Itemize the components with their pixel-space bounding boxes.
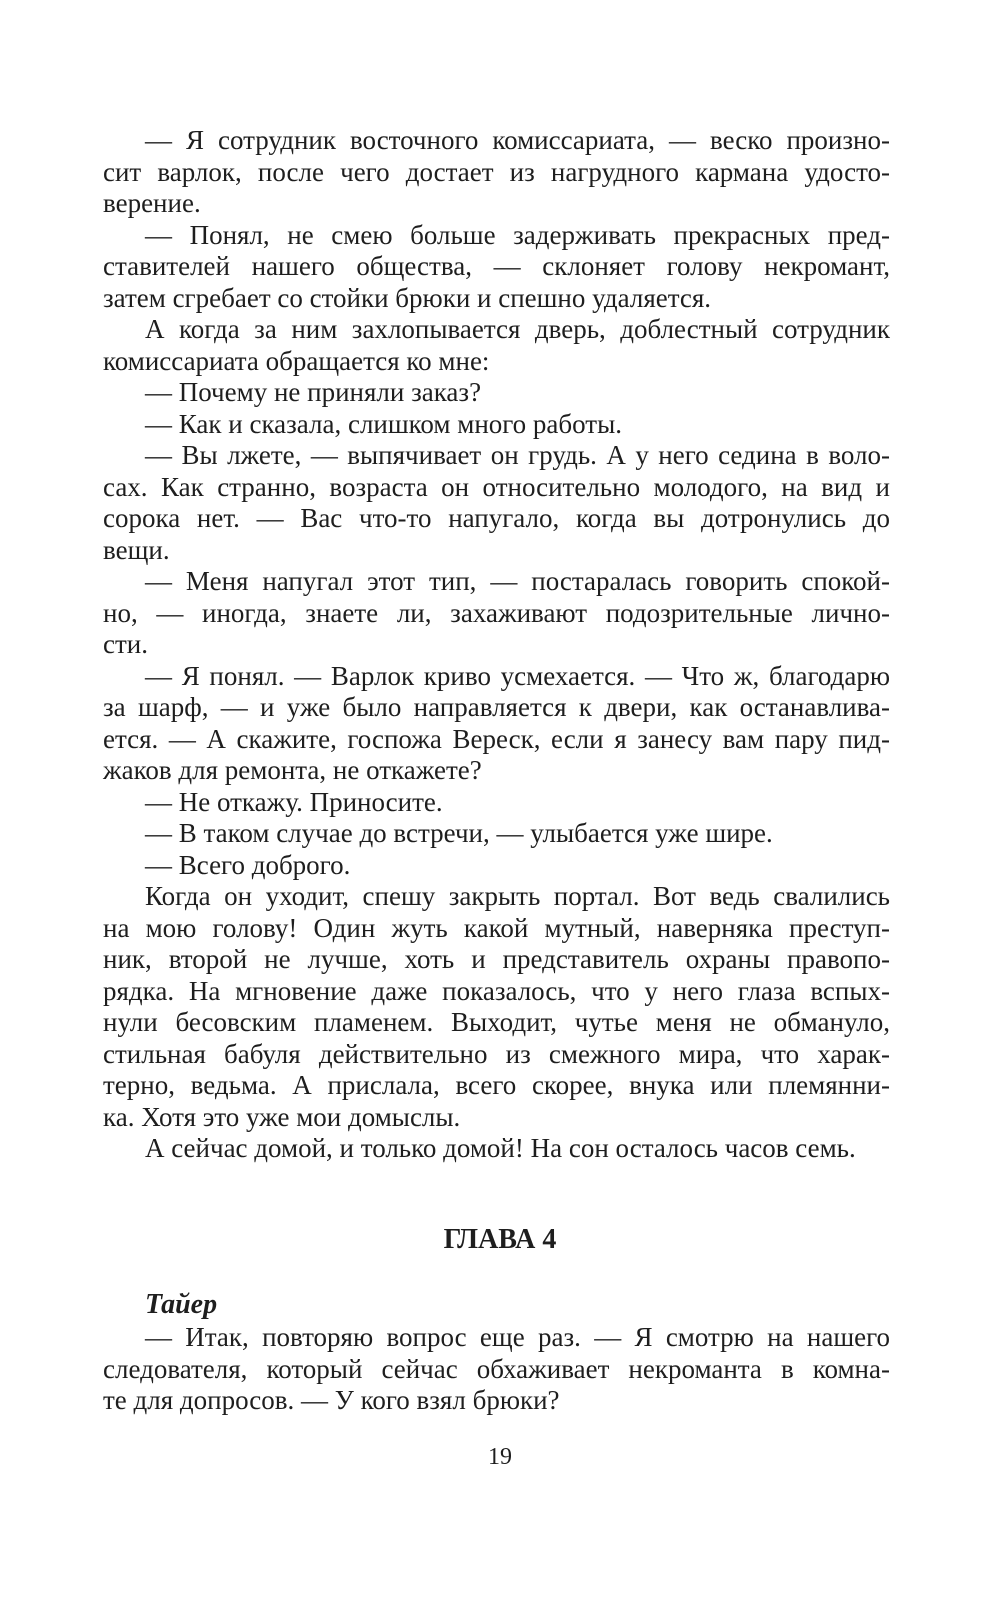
text-line: сорока нет. — Вас что-то напугало, когда вы дотронулись до [103,503,890,533]
text-line: А когда за ним захлопывается дверь, доблестный сотрудник [145,314,890,344]
text-line: затем сгребает со стойки брюки и спешно удаляется. [103,282,712,313]
text-line: рядка. На мгновение даже показалось, что у него глаза вспых- [103,975,890,1006]
text-line: ка. Хотя это уже мои домыслы. [103,1101,461,1132]
pov-character-name: Тайер [145,1289,218,1320]
page-number: 19 [488,1444,512,1470]
text-line: на мою голову! Один жуть какой мутный, наверняка преступ- [103,912,890,943]
text-line: комиссариата обращается ко мне: [103,345,490,376]
text-line: сит варлок, после чего достает из нагрудного кармана удосто- [103,156,890,187]
text-line: — Как и сказала, слишком много работы. [145,408,622,439]
text-line: — Не откажу. Приносите. [145,786,443,817]
text-line: — В таком случае до встречи, — улыбается уже шире. [145,818,773,848]
text-line: А сейчас домой, и только домой! На сон осталось часов семь. [145,1133,856,1163]
text-line: но, — иногда, знаете ли, захаживают подозрительные лично- [103,597,890,628]
chapter-title: ГЛАВА 4 [443,1224,557,1255]
text-line: — Я сотрудник восточного комиссариата, — веско произно- [145,125,890,155]
text-line: — Почему не приняли заказ? [145,377,482,407]
text-line: нули бесовским пламенем. Выходит, чутье меня не обмануло, [103,1007,890,1037]
text-line: сти. [103,629,148,659]
text-line: Когда он уходит, спешу закрыть портал. Вот ведь свалились [145,881,890,911]
text-line: ставителей нашего общества, — склоняет голову некромант, [103,251,890,281]
text-line: ется. — А скажите, госпожа Вереск, если я занесу вам пару пид- [103,723,890,754]
text-line: вещи. [103,534,170,565]
text-line: верение. [103,188,201,218]
text-line: те для допросов. — У кого взял брюки? [103,1385,560,1415]
text-line: жаков для ремонта, не откажете? [103,755,482,785]
text-line: терно, ведьма. А прислала, всего скорее, внука или племянни- [103,1070,890,1100]
body-text [103,125,890,1165]
text-line: за шарф, — и уже было направляется к двери, как останавлива- [103,692,890,722]
text-line: следователя, который сейчас обхаживает некроманта в комна- [103,1353,890,1384]
text-line: — Я понял. — Варлок криво усмехается. — Что ж, благодарю [145,660,890,691]
text-line: сах. Как странно, возраста он относительно молодого, на вид и [103,471,890,502]
text-line: ник, второй не лучше, хоть и представитель охраны правопо- [103,944,890,974]
text-line: — Итак, повторяю вопрос еще раз. — Я смотрю на нашего [145,1322,890,1352]
text-line: — Вы лжете, — выпячивает он грудь. А у него седина в воло- [145,440,890,470]
chapter-text [103,1322,890,1417]
text-line: стильная бабуля действительно из смежного мира, что харак- [103,1038,890,1069]
text-line: — Понял, не смею больше задерживать прекрасных пред- [145,219,890,250]
text-line: — Всего доброго. [145,849,351,880]
text-line: — Меня напугал этот тип, — постаралась говорить спокой- [145,566,890,596]
